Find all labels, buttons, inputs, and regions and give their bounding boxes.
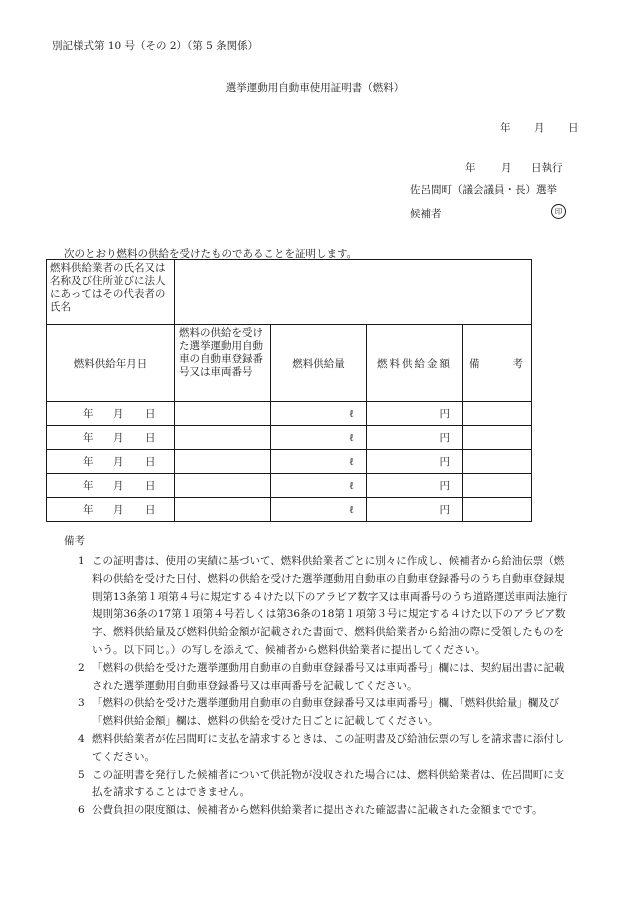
yen-unit: 円	[439, 456, 450, 468]
election-execution-date	[465, 160, 563, 175]
remarks-cell[interactable]	[463, 474, 532, 498]
header-supply-date: 燃料供給年月日	[47, 325, 175, 402]
quantity-cell[interactable]	[271, 450, 367, 474]
vehicle-number-cell[interactable]	[175, 498, 271, 522]
note-item	[64, 731, 574, 767]
exec-year-label: 年	[465, 162, 476, 174]
supply-date-cell[interactable]	[47, 450, 175, 474]
exec-month-label: 月	[501, 162, 512, 174]
vehicle-number-cell[interactable]	[175, 474, 271, 498]
row-day-label: 日	[145, 432, 156, 444]
row-month-label: 月	[113, 408, 124, 420]
date-year-label: 年	[500, 122, 511, 134]
yen-unit: 円	[439, 408, 450, 420]
row-day-label: 日	[145, 456, 156, 468]
document-title: 選挙運動用自動車使用証明書（燃料）	[225, 82, 405, 94]
row-day-label: 日	[145, 504, 156, 516]
table-row	[47, 474, 532, 498]
supplier-label: 燃料供給業者の氏名又は名称及び住所並びに法人にあってはその代表者の氏名	[47, 260, 175, 325]
note-item	[64, 660, 574, 696]
header-remarks-bi: 備	[469, 357, 480, 370]
amount-cell[interactable]	[367, 450, 463, 474]
note-text: 「燃料の供給を受けた選挙運動用自動車の自動車登録番号又は車両番号」欄には、契約届出書に記載された選挙運動用自動車登録番号又は車両番号を記載してください。	[92, 661, 565, 692]
note-text: この証明書を発行した候補者について供託物が没収された場合には、燃料供給業者は、佐呂間町に支払を請求することはできません。	[92, 768, 565, 799]
liter-unit: ℓ	[348, 431, 354, 444]
row-month-label: 月	[113, 504, 124, 516]
note-text: 燃料供給業者が佐呂間町に支払を請求するときは、この証明書及び給油伝票の写しを請求書に添付してください。	[92, 732, 565, 763]
liter-unit: ℓ	[348, 407, 354, 420]
quantity-cell[interactable]	[271, 498, 367, 522]
supply-date-cell[interactable]	[47, 498, 175, 522]
header-quantity: 燃料供給量	[271, 325, 367, 402]
note-item	[64, 695, 574, 731]
seal-mark: 印	[551, 204, 566, 219]
supply-date-cell[interactable]	[47, 426, 175, 450]
liter-unit: ℓ	[348, 479, 354, 492]
amount-cell[interactable]	[367, 498, 463, 522]
row-month-label: 月	[113, 432, 124, 444]
election-name: 佐呂間町（議会議員・長）選挙	[410, 184, 557, 196]
date-month-label: 月	[534, 122, 545, 134]
exec-day-label: 日執行	[531, 162, 563, 174]
row-year-label: 年	[83, 408, 94, 420]
table-row	[47, 426, 532, 450]
candidate-label: 候補者	[410, 208, 442, 220]
note-item	[64, 553, 574, 660]
document-date	[500, 120, 579, 135]
remarks-cell[interactable]	[463, 426, 532, 450]
yen-unit: 円	[439, 480, 450, 492]
note-text: この証明書は、使用の実績に基づいて、燃料供給業者ごとに別々に作成し、候補者から給油伝票（燃料の供給を受けた日付、燃料の供給を受けた選挙運動用自動車の自動車登録番号のうち自動車登録規則第13条第１項第４号に規定する４けた以下のアラビア数字又は車両番号のうち道路運送車両法施行規則第36条の17第１項第４号若しくは第36条の18第１項第３号に規定する４けた以下のアラビア数字、燃料供給量及び燃料供給金額が記載された書面で、燃料供給業者から給油の際に受領したものをいう。以下同じ。）の写しを添えて、候補者から燃料供給業者に提出してください。	[92, 555, 568, 656]
notes-heading: 備考	[64, 535, 85, 547]
date-day-label: 日	[568, 122, 579, 134]
liter-unit: ℓ	[348, 455, 354, 468]
table-row	[47, 402, 532, 426]
remarks-cell[interactable]	[463, 498, 532, 522]
row-year-label: 年	[83, 432, 94, 444]
quantity-cell[interactable]	[271, 426, 367, 450]
row-year-label: 年	[83, 504, 94, 516]
note-number: 5	[78, 768, 85, 781]
remarks-cell[interactable]	[463, 450, 532, 474]
note-number: 2	[78, 661, 85, 674]
form-number: 別記様式第 10 号（その 2）（第 5 条関係）	[52, 40, 259, 52]
note-number: 1	[78, 555, 85, 567]
vehicle-number-cell[interactable]	[175, 426, 271, 450]
quantity-cell[interactable]	[271, 474, 367, 498]
quantity-cell[interactable]	[271, 402, 367, 426]
note-text: 「燃料の供給を受けた選挙運動用自動車の自動車登録番号又は車両番号」欄、「燃料供給量」欄及び「燃料供給金額」欄は、燃料の供給を受けた日ごとに記載してください。	[92, 697, 560, 728]
supply-date-cell[interactable]	[47, 402, 175, 426]
row-year-label: 年	[83, 480, 94, 492]
header-remarks-kou: 考	[512, 357, 523, 370]
header-vehicle-number: 燃料の供給を受けた選挙運動用自動車の自動車登録番号又は車両番号	[175, 325, 271, 402]
amount-cell[interactable]	[367, 402, 463, 426]
fuel-supply-table	[46, 259, 532, 522]
yen-unit: 円	[439, 432, 450, 444]
row-month-label: 月	[113, 456, 124, 468]
row-day-label: 日	[145, 408, 156, 420]
note-number: 6	[78, 804, 85, 817]
note-item	[64, 767, 574, 803]
header-remarks	[463, 325, 532, 402]
yen-unit: 円	[439, 504, 450, 516]
table-header-row	[47, 325, 532, 402]
liter-unit: ℓ	[348, 503, 354, 516]
supplier-row	[47, 260, 532, 325]
intro-statement: 次のとおり燃料の供給を受けたものであることを証明します。	[64, 248, 358, 260]
supplier-value[interactable]	[175, 260, 532, 325]
supply-date-cell[interactable]	[47, 474, 175, 498]
note-number: 3	[78, 697, 85, 710]
table-row	[47, 450, 532, 474]
row-month-label: 月	[113, 480, 124, 492]
row-day-label: 日	[145, 480, 156, 492]
vehicle-number-cell[interactable]	[175, 402, 271, 426]
notes-section	[64, 533, 574, 820]
table-row	[47, 498, 532, 522]
amount-cell[interactable]	[367, 426, 463, 450]
note-item	[64, 802, 574, 820]
remarks-cell[interactable]	[463, 402, 532, 426]
row-year-label: 年	[83, 456, 94, 468]
vehicle-number-cell[interactable]	[175, 450, 271, 474]
note-number: 4	[78, 732, 85, 745]
amount-cell[interactable]	[367, 474, 463, 498]
header-amount: 燃料供給金額	[367, 325, 463, 402]
note-text: 公費負担の限度額は、候補者から燃料供給業者に提出された確認書に記載された金額までです。	[92, 804, 543, 817]
